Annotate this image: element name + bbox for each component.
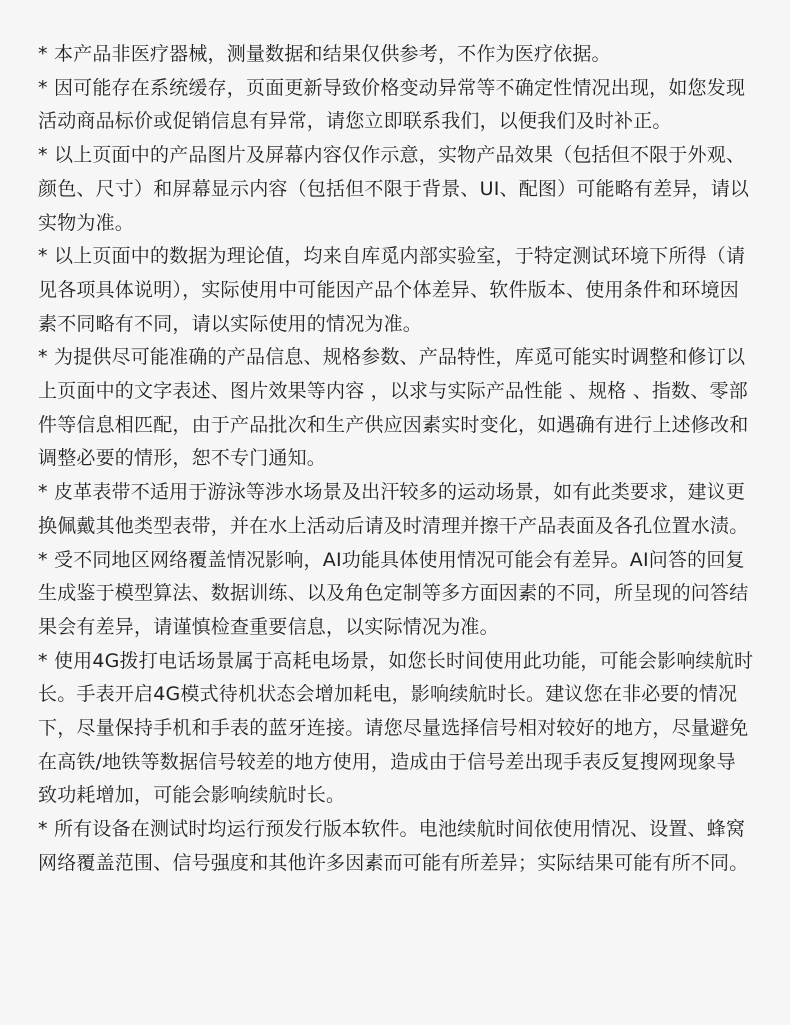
- disclaimer-note-content-updates: * 为提供尽可能准确的产品信息、规格参数、产品特性，库觅可能实时调整和修订以上页面中的文字表述、图片效果等内容 ，以求与实际产品性能 、规格 、指数、零部件等信息相匹配，由于产品批次和生产供应因素实时变化，如遇确有进行上述修改和调整必要的情形，恕不专门通知。: [38, 346, 749, 470]
- disclaimer-note-price-cache: * 因可能存在系统缓存，页面更新导致价格变动异常等不确定性情况出现，如您发现活动商品标价或促销信息有异常，请您立即联系我们，以便我们及时补正。: [38, 76, 746, 133]
- disclaimer-note-ai-features: * 受不同地区网络覆盖情况影响，AI功能具体使用情况可能会有差异。AI问答的回复生成鉴于模型算法、数据训练、以及角色定制等多方面因素的不同，所呈现的问答结果会有差异，请谨慎检查重要信息，以实际情况为准。: [38, 548, 749, 638]
- disclaimer-note-theoretical-data: * 以上页面中的数据为理论值，均来自库觅内部实验室，于特定测试环境下所得（请见各项具体说明），实际使用中可能因产品个体差异、软件版本、使用条件和环境因素不同略有不同，请以实际使用的情况为准。: [38, 245, 746, 335]
- disclaimer-note-leather-strap: * 皮革表带不适用于游泳等涉水场景及出汗较多的运动场景，如有此类要求，建议更换佩戴其他类型表带，并在水上活动后请及时清理并擦干产品表面及各孔位置水渍。: [38, 481, 749, 537]
- disclaimer-note-medical: * 本产品非医疗器械，测量数据和结果仅供参考，不作为医疗依据。: [38, 43, 611, 65]
- disclaimer-list: [38, 38, 754, 881]
- disclaimer-note-4g-battery: * 使用4G拨打电话场景属于高耗电场景，如您长时间使用此功能，可能会影响续航时长。手表开启4G模式待机状态会增加耗电，影响续航时长。建议您在非必要的情况下，尽量保持手机和手表的蓝牙连接。请您尽量选择信号相对较好的地方，尽量避免在高铁/地铁等数据信号较差的地方使用，造成由于信号差出现手表反复搜网现象导致功耗增加，可能会影响续航时长。: [38, 649, 754, 807]
- disclaimer-note-images: * 以上页面中的产品图片及屏幕内容仅作示意，实物产品效果（包括但不限于外观、颜色、尺寸）和屏幕显示内容（包括但不限于背景、UI、配图）可能略有差异，请以实物为准。: [38, 144, 750, 234]
- disclaimer-note-prerelease-software: * 所有设备在测试时均运行预发行版本软件。电池续航时间依使用情况、设置、蜂窝网络覆盖范围、信号强度和其他许多因素而可能有所差异；实际结果可能有所不同。: [38, 818, 749, 874]
